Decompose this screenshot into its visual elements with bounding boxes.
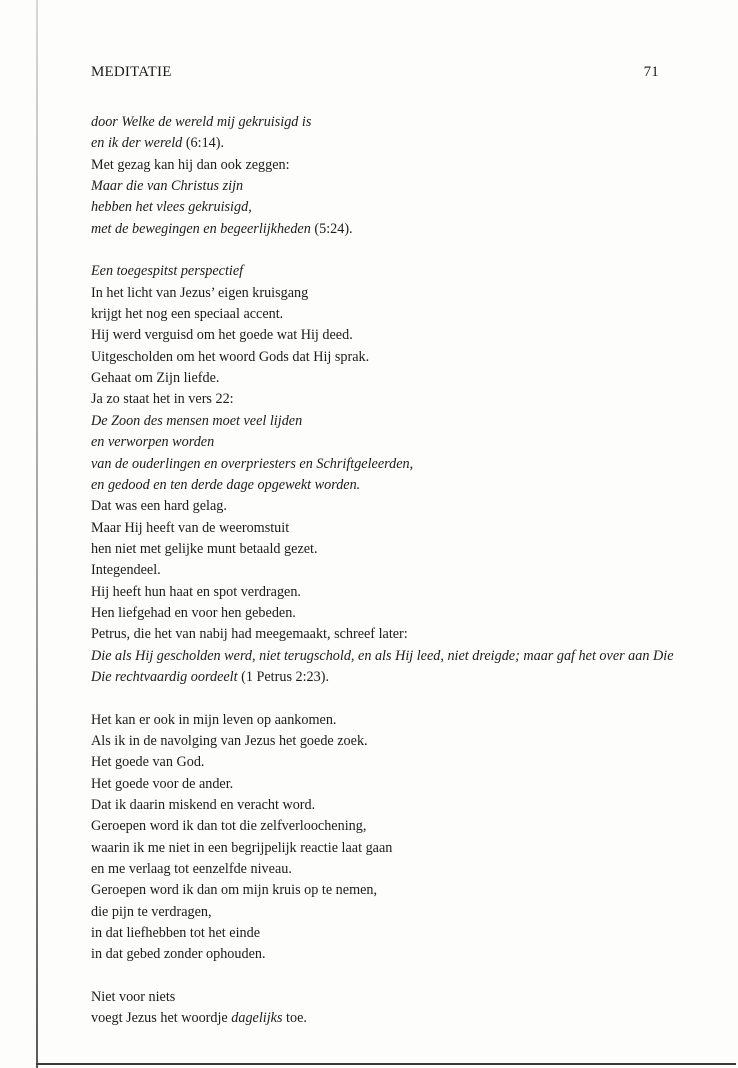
text-line	[91, 133, 681, 154]
italic-text: en verworpen worden	[91, 434, 215, 451]
roman-text: Uitgescholden om het woord Gods dat Hij sprak.	[91, 348, 370, 365]
text-line	[91, 112, 681, 133]
roman-text: Hen liefgehad en voor hen gebeden.	[91, 604, 296, 621]
text-line	[91, 496, 681, 517]
page-bottom-edge	[36, 1063, 736, 1065]
text-line	[91, 1008, 681, 1029]
text-line	[91, 795, 681, 816]
text-line	[91, 816, 681, 837]
page-number: 71	[643, 64, 659, 80]
text-line	[91, 176, 681, 197]
roman-text: voegt Jezus het woordje	[91, 1010, 232, 1027]
italic-text: De Zoon des mensen moet veel lijden	[91, 412, 303, 429]
roman-text: Hij heeft hun haat en spot verdragen.	[91, 583, 301, 600]
roman-text: Het kan er ook in mijn leven op aankomen.	[91, 711, 337, 728]
italic-text: Maar die van Christus zijn	[91, 178, 244, 195]
text-line	[91, 325, 681, 346]
roman-text: (5:24).	[310, 220, 353, 237]
text-line	[91, 432, 681, 453]
text-line	[91, 774, 681, 795]
text-line	[91, 646, 681, 689]
text-line	[91, 368, 681, 389]
roman-text: Integendeel.	[91, 562, 161, 579]
roman-text: Dat ik daarin miskend en veracht word.	[91, 797, 316, 813]
text-line	[91, 261, 681, 282]
text-line	[91, 838, 681, 859]
roman-text: (6:14).	[182, 135, 225, 152]
roman-text: Als ik in de navolging van Jezus het goede zoek.	[91, 732, 368, 749]
italic-text: Een toegespitst perspectief	[91, 263, 244, 280]
italic-text: hebben het vlees gekruisigd,	[91, 199, 252, 216]
italic-text: van de ouderlingen en overpriesters en Schriftgeleerden,	[91, 455, 414, 472]
roman-text: in dat gebed zonder ophouden.	[91, 946, 266, 963]
italic-text: Die als Hij gescholden werd, niet terugschold, en als Hij leed, niet dreigde; maar gaf het over aan Die Die rechtvaardig oordeelt	[91, 647, 674, 685]
text-line	[91, 923, 681, 944]
text-line	[91, 902, 681, 923]
text-line	[91, 880, 681, 901]
text-line	[91, 197, 681, 218]
running-header	[91, 64, 659, 84]
text-line	[91, 304, 681, 325]
roman-text: hen niet met gelijke munt betaald gezet.	[91, 540, 318, 557]
roman-text: Het goede voor de ander.	[91, 775, 234, 792]
roman-text: (1 Petrus 2:23).	[237, 668, 330, 685]
text-line	[91, 411, 681, 432]
roman-text: en me verlaag tot eenzelfde niveau.	[91, 861, 292, 878]
roman-text: Geroepen word ik dan om mijn kruis op te nemen,	[91, 882, 378, 899]
roman-text: die pijn te verdragen,	[91, 903, 212, 920]
text-line	[91, 283, 681, 304]
roman-text: Ja zo staat het in vers 22:	[91, 391, 234, 408]
text-line	[91, 752, 681, 773]
text-line	[91, 347, 681, 368]
paragraph-gap	[91, 240, 681, 261]
page-left-edge	[36, 0, 38, 1068]
text-line	[91, 560, 681, 581]
roman-text: Petrus, die het van nabij had meegemaakt, schreef later:	[91, 626, 408, 643]
roman-text: waarin ik me niet in een begrijpelijk reactie laat gaan	[91, 839, 393, 856]
italic-text: en ik der wereld	[91, 135, 183, 152]
italic-text: door Welke de wereld mij gekruisigd is	[91, 114, 312, 130]
roman-text: Met gezag kan hij dan ook zeggen:	[91, 156, 290, 173]
roman-text: krijgt het nog een speciaal accent.	[91, 306, 284, 323]
text-line	[91, 944, 681, 965]
text-line	[91, 539, 681, 560]
text-line	[91, 731, 681, 752]
text-line	[91, 219, 681, 240]
paragraph-gap	[91, 688, 681, 709]
text-line	[91, 582, 681, 603]
roman-text: Dat was een hard gelag.	[91, 498, 227, 515]
roman-text: Geroepen word ik dan tot die zelfverloochening,	[91, 818, 367, 835]
roman-text: Hij werd verguisd om het goede wat Hij deed.	[91, 327, 353, 344]
paragraph-gap	[91, 966, 681, 987]
text-line	[91, 518, 681, 539]
text-line	[91, 710, 681, 731]
text-line	[91, 475, 681, 496]
text-line	[91, 454, 681, 475]
text-line	[91, 603, 681, 624]
italic-text: en gedood en ten derde dage opgewekt worden.	[91, 476, 361, 493]
text-line	[91, 859, 681, 880]
roman-text: Gehaat om Zijn liefde.	[91, 370, 220, 387]
italic-text: met de bewegingen en begeerlijkheden	[91, 220, 311, 237]
roman-text: toe.	[282, 1010, 307, 1027]
roman-text: Niet voor niets	[91, 989, 176, 1006]
running-title: MEDITATIE	[91, 64, 172, 80]
text-line	[91, 155, 681, 176]
roman-text: in dat liefhebben tot het einde	[91, 925, 261, 942]
italic-text: dagelijks	[231, 1010, 283, 1027]
text-line	[91, 389, 681, 410]
text-line	[91, 624, 681, 645]
roman-text: In het licht van Jezus’ eigen kruisgang	[91, 284, 309, 301]
text-line	[91, 987, 681, 1008]
roman-text: Maar Hij heeft van de weeromstuit	[91, 519, 290, 536]
roman-text: Het goede van God.	[91, 754, 205, 771]
page-body-text	[91, 112, 681, 1030]
